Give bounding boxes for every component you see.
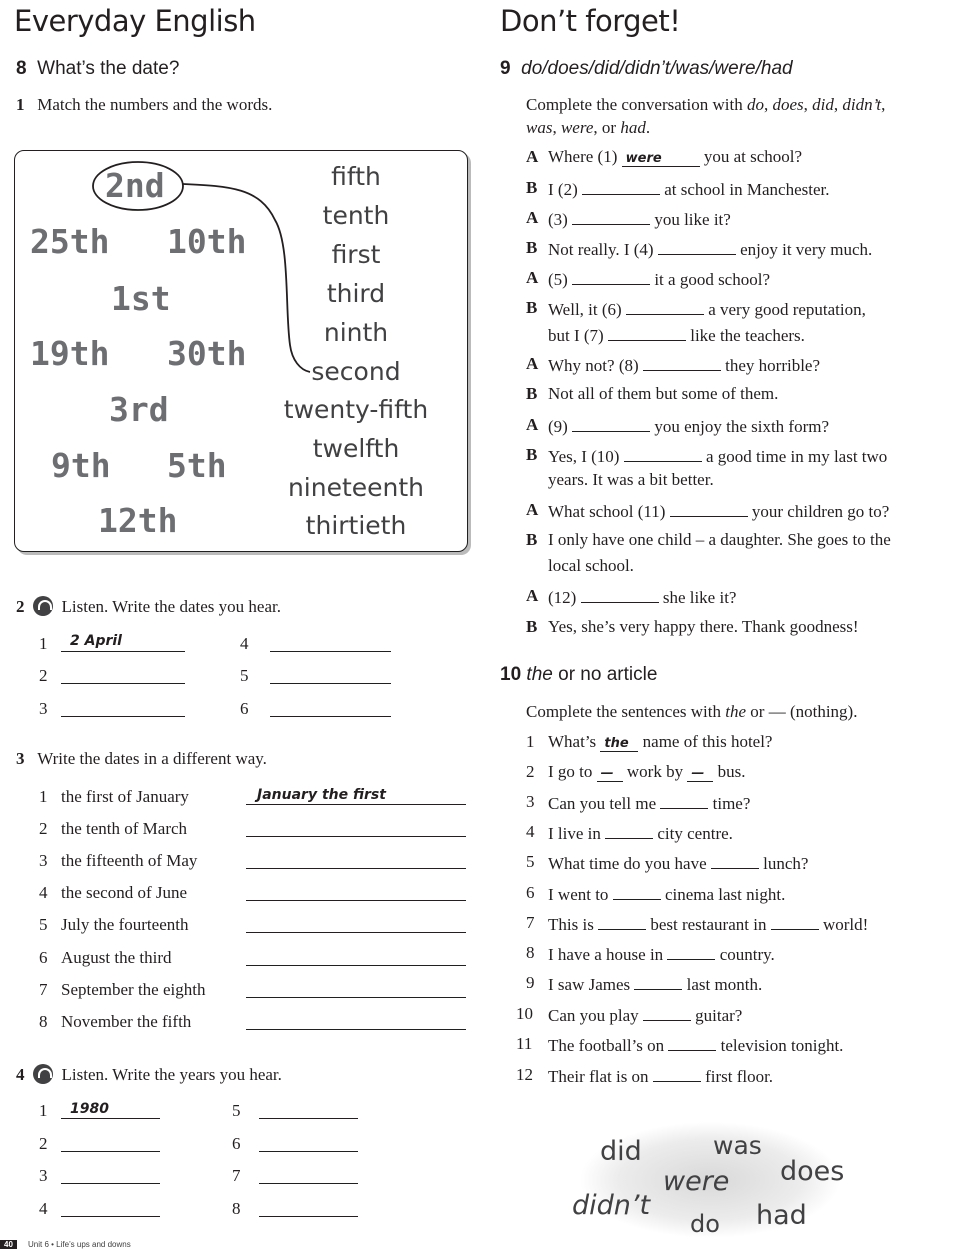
conversation-text: What school (11) bbox=[548, 502, 670, 521]
word-third[interactable]: third bbox=[326, 279, 386, 308]
ex3-answer-line[interactable] bbox=[246, 965, 466, 966]
number-25th[interactable]: 25th bbox=[30, 222, 110, 261]
ex2-item-6-number: 6 bbox=[240, 699, 249, 718]
number-1st[interactable]: 1st bbox=[111, 279, 171, 318]
article-item-number: 2 bbox=[526, 762, 535, 781]
article-sentence bbox=[548, 732, 772, 752]
conversation-line bbox=[548, 586, 736, 608]
article-sentence bbox=[548, 1004, 742, 1026]
ex4-answer-line[interactable] bbox=[259, 1216, 358, 1217]
ex3-item-text: the tenth of March bbox=[61, 819, 188, 838]
conversation-text: Yes, I (10) bbox=[548, 447, 624, 466]
ex3-item-text: November the fifth bbox=[61, 1012, 192, 1031]
conversation-blank[interactable] bbox=[572, 415, 650, 432]
ex3-item-number: 2 bbox=[39, 819, 48, 838]
ex2-item-2-number: 2 bbox=[39, 666, 48, 685]
ex2-item-3-line[interactable] bbox=[61, 716, 185, 717]
ex4-answer-line[interactable] bbox=[259, 1151, 358, 1152]
conversation-text: a very good reputation, bbox=[703, 300, 866, 319]
ex3-answer-line[interactable] bbox=[246, 868, 466, 869]
conversation-line bbox=[548, 178, 829, 200]
article-blank[interactable] bbox=[711, 852, 759, 869]
conversation-text: Where (1) bbox=[548, 147, 622, 166]
ex4-answer-line[interactable] bbox=[259, 1183, 358, 1184]
article-sentence bbox=[548, 973, 762, 995]
ex3-item-number: 5 bbox=[39, 915, 48, 934]
conversation-text: like the teachers. bbox=[685, 326, 805, 345]
article-text: I go to bbox=[548, 762, 597, 781]
article-blank[interactable] bbox=[771, 913, 819, 930]
conversation-blank[interactable] bbox=[572, 268, 650, 285]
article-item-number: 8 bbox=[526, 943, 535, 962]
article-item-number: 12 bbox=[516, 1065, 533, 1084]
speaker-label: A bbox=[526, 415, 539, 434]
ex2-item-3-number: 3 bbox=[39, 699, 48, 718]
conversation-line bbox=[548, 147, 802, 167]
conversation-blank[interactable] bbox=[572, 208, 650, 225]
headphones-icon[interactable] bbox=[33, 1064, 53, 1084]
ex3-item-number: 7 bbox=[39, 980, 48, 999]
speaker-label: B bbox=[526, 238, 538, 257]
article-sentence bbox=[548, 943, 775, 965]
number-5th[interactable]: 5th bbox=[167, 446, 227, 485]
ex4-item-answer: 1980 bbox=[70, 1101, 109, 1117]
section-9-instruction-cont: was, were, or had. bbox=[526, 118, 651, 137]
article-item-number: 4 bbox=[526, 822, 535, 841]
conversation-text: they horrible? bbox=[720, 356, 821, 375]
article-blank[interactable] bbox=[667, 943, 715, 960]
ex4-answer-line[interactable] bbox=[61, 1183, 160, 1184]
conversation-text: Not really. I (4) bbox=[548, 240, 658, 259]
article-sentence bbox=[548, 852, 808, 874]
exercise-2-instruction: 2 Listen. Write the dates you hear. bbox=[16, 597, 281, 616]
conversation-text: it a good school? bbox=[650, 270, 770, 289]
conversation-text: Why not? (8) bbox=[548, 356, 643, 375]
cloud-word-were: were bbox=[663, 1166, 730, 1197]
conversation-text: your children go to? bbox=[747, 502, 890, 521]
speaker-label: B bbox=[526, 298, 538, 317]
ex3-item-text: the first of January bbox=[61, 787, 189, 806]
cloud-word-had: had bbox=[756, 1200, 807, 1231]
conversation-blank[interactable] bbox=[582, 178, 660, 195]
ex4-item-number: 8 bbox=[232, 1199, 241, 1218]
ex4-item-number: 1 bbox=[39, 1101, 48, 1120]
ex3-item-number: 6 bbox=[39, 948, 48, 967]
conversation-blank[interactable] bbox=[658, 238, 736, 255]
conversation-text: a good time in my last two bbox=[701, 447, 888, 466]
conversation-line-cont: years. It was a bit better. bbox=[548, 470, 714, 489]
article-blank[interactable] bbox=[653, 1065, 701, 1082]
word-fifth[interactable]: fifth bbox=[331, 162, 381, 191]
conversation-text: enjoy it very much. bbox=[735, 240, 873, 259]
article-blank[interactable]: — bbox=[687, 765, 713, 782]
article-sentence bbox=[548, 913, 868, 935]
article-sentence bbox=[548, 762, 745, 782]
number-2nd[interactable]: 2nd bbox=[105, 166, 165, 205]
article-text: last month. bbox=[682, 975, 763, 994]
speaker-label: B bbox=[526, 530, 538, 549]
speaker-label: B bbox=[526, 384, 538, 403]
conversation-text: (12) bbox=[548, 588, 581, 607]
section-9-title: 9 do/does/did/didn’t/was/were/had bbox=[500, 58, 793, 79]
ex2-item-4-line[interactable] bbox=[270, 651, 391, 652]
article-item-number: 1 bbox=[526, 732, 535, 751]
ex3-answer-line[interactable] bbox=[246, 932, 466, 933]
ex3-answer-line[interactable] bbox=[246, 997, 466, 998]
word-tenth[interactable]: tenth bbox=[322, 201, 390, 230]
speaker-label: A bbox=[526, 354, 539, 373]
article-blank[interactable]: the bbox=[600, 735, 638, 752]
ex3-item-text: September the eighth bbox=[61, 980, 206, 999]
article-text: I saw James bbox=[548, 975, 635, 994]
conversation-text: you like it? bbox=[650, 210, 731, 229]
ex3-item-text: August the third bbox=[61, 948, 172, 967]
ex3-item-number: 1 bbox=[39, 787, 48, 806]
article-blank[interactable] bbox=[660, 792, 708, 809]
article-item-number: 10 bbox=[516, 1004, 533, 1023]
ex4-item-number: 7 bbox=[232, 1166, 241, 1185]
conversation-text: she like it? bbox=[658, 588, 737, 607]
cloud-word-does: does bbox=[780, 1156, 845, 1187]
speaker-label: A bbox=[526, 147, 539, 166]
article-text: The football’s on bbox=[548, 1036, 669, 1055]
article-text: Their flat is on bbox=[548, 1067, 653, 1086]
conversation-line bbox=[548, 415, 829, 437]
article-item-number: 6 bbox=[526, 883, 535, 902]
article-sentence bbox=[548, 792, 750, 814]
ex4-answer-line[interactable] bbox=[61, 1151, 160, 1152]
ex2-item-1-number: 1 bbox=[39, 634, 48, 653]
ex2-item-4-number: 4 bbox=[240, 634, 249, 653]
ex3-item-text: the second of June bbox=[61, 883, 188, 902]
ex3-answer-line[interactable] bbox=[246, 900, 466, 901]
article-blank[interactable]: — bbox=[597, 765, 623, 782]
article-item-number: 5 bbox=[526, 852, 535, 871]
word-twenty-fifth[interactable]: twenty-fifth bbox=[283, 395, 429, 424]
conversation-line bbox=[548, 530, 891, 550]
heading-everyday-english: Everyday English bbox=[14, 4, 256, 38]
speaker-label: B bbox=[526, 617, 538, 636]
conversation-text: (5) bbox=[548, 270, 573, 289]
word-first[interactable]: first bbox=[331, 240, 381, 269]
conversation-blank[interactable] bbox=[626, 298, 704, 315]
article-blank[interactable] bbox=[598, 913, 646, 930]
article-text: I went to bbox=[548, 885, 613, 904]
article-text: Can you play bbox=[548, 1006, 643, 1025]
conversation-line bbox=[548, 298, 866, 320]
ex4-item-number: 2 bbox=[39, 1134, 48, 1153]
ex3-answer-line[interactable] bbox=[246, 1029, 466, 1030]
section-10-instruction: Complete the sentences with the or — (nothing). bbox=[526, 702, 858, 721]
conversation-text: you at school? bbox=[699, 147, 803, 166]
conversation-text: at school in Manchester. bbox=[659, 180, 830, 199]
ex3-item-number: 8 bbox=[39, 1012, 48, 1031]
page-number: 40 bbox=[0, 1240, 17, 1249]
conversation-blank[interactable] bbox=[643, 354, 721, 371]
article-text: guitar? bbox=[690, 1006, 743, 1025]
article-sentence bbox=[548, 822, 733, 844]
cloud-word-do: do bbox=[690, 1210, 720, 1238]
article-text: name of this hotel? bbox=[638, 732, 773, 751]
ex3-item-number: 4 bbox=[39, 883, 48, 902]
article-text: What’s bbox=[548, 732, 601, 751]
conversation-line bbox=[548, 238, 872, 260]
article-text: best restaurant in bbox=[646, 915, 771, 934]
ex3-answer-line[interactable] bbox=[246, 836, 466, 837]
conversation-line-cont: local school. bbox=[548, 556, 634, 575]
conversation-blank[interactable]: were bbox=[622, 150, 700, 167]
article-text: first floor. bbox=[700, 1067, 774, 1086]
ex4-item-number: 4 bbox=[39, 1199, 48, 1218]
speaker-label: B bbox=[526, 178, 538, 197]
ex3-item-text: the fifteenth of May bbox=[61, 851, 198, 870]
article-sentence bbox=[548, 1065, 773, 1087]
exercise-1-instruction: 1 Match the numbers and the words. bbox=[16, 95, 273, 114]
conversation-text: Well, it (6) bbox=[548, 300, 626, 319]
article-text: lunch? bbox=[758, 854, 809, 873]
article-text: cinema last night. bbox=[660, 885, 786, 904]
conversation-line bbox=[548, 354, 820, 376]
article-text: city centre. bbox=[653, 824, 733, 843]
article-text: work by bbox=[622, 762, 688, 781]
cloud-word-was: was bbox=[713, 1131, 762, 1160]
speaker-label: A bbox=[526, 586, 539, 605]
article-text: I live in bbox=[548, 824, 606, 843]
conversation-line bbox=[548, 208, 731, 230]
number-3rd[interactable]: 3rd bbox=[109, 390, 169, 429]
word-twelfth[interactable]: twelfth bbox=[312, 434, 400, 463]
exercise-3-instruction: 3 Write the dates in a different way. bbox=[16, 749, 267, 768]
article-blank[interactable] bbox=[613, 883, 661, 900]
speaker-label: A bbox=[526, 208, 539, 227]
article-sentence bbox=[548, 1034, 843, 1056]
conversation-line bbox=[548, 500, 889, 522]
heading-dont-forget: Don’t forget! bbox=[500, 4, 681, 38]
article-blank[interactable] bbox=[643, 1004, 691, 1021]
ex2-item-1-answer: 2 April bbox=[70, 633, 122, 649]
ex3-item-number: 3 bbox=[39, 851, 48, 870]
word-thirtieth[interactable]: thirtieth bbox=[305, 511, 407, 540]
article-text: country. bbox=[715, 945, 775, 964]
article-sentence bbox=[548, 883, 785, 905]
article-text: This is bbox=[548, 915, 599, 934]
conversation-text: you enjoy the sixth form? bbox=[650, 417, 830, 436]
conversation-text: Yes, she’s very happy there. Thank goodness! bbox=[548, 617, 859, 636]
ex3-item-text: July the fourteenth bbox=[61, 915, 189, 934]
ex3-answer-line[interactable] bbox=[246, 804, 466, 805]
conversation-text: but I (7) bbox=[548, 326, 608, 345]
section-10-title: 10 the or no article bbox=[500, 664, 658, 685]
speaker-label: A bbox=[526, 268, 539, 287]
article-blank[interactable] bbox=[634, 973, 682, 990]
article-blank[interactable] bbox=[668, 1034, 716, 1051]
ex4-answer-line[interactable] bbox=[61, 1118, 160, 1119]
ex2-item-2-line[interactable] bbox=[61, 683, 185, 684]
cloud-word-did: did bbox=[600, 1136, 642, 1167]
ex2-item-5-line[interactable] bbox=[270, 683, 391, 684]
ex2-item-1-line[interactable] bbox=[61, 651, 185, 652]
conversation-blank[interactable] bbox=[670, 500, 748, 517]
conversation-blank[interactable] bbox=[581, 586, 659, 603]
article-text: Can you tell me bbox=[548, 794, 661, 813]
conversation-blank[interactable] bbox=[608, 324, 686, 341]
number-30th[interactable]: 30th bbox=[167, 334, 247, 373]
conversation-line bbox=[548, 445, 887, 467]
ex3-item-answer: January the first bbox=[257, 787, 386, 803]
ex4-item-number: 6 bbox=[232, 1134, 241, 1153]
article-item-number: 3 bbox=[526, 792, 535, 811]
article-blank[interactable] bbox=[605, 822, 653, 839]
article-text: What time do you have bbox=[548, 854, 711, 873]
number-19th[interactable]: 19th bbox=[30, 334, 110, 373]
article-item-number: 11 bbox=[516, 1034, 533, 1053]
word-second[interactable]: second bbox=[311, 357, 401, 386]
word-nineteenth[interactable]: nineteenth bbox=[287, 473, 425, 502]
word-ninth[interactable]: ninth bbox=[323, 318, 389, 347]
article-text: I have a house in bbox=[548, 945, 668, 964]
conversation-blank[interactable] bbox=[624, 445, 702, 462]
headphones-icon[interactable] bbox=[33, 596, 53, 616]
number-12th[interactable]: 12th bbox=[98, 501, 178, 540]
number-10th[interactable]: 10th bbox=[167, 222, 247, 261]
conversation-line bbox=[548, 617, 859, 637]
ex2-item-5-number: 5 bbox=[240, 666, 249, 685]
page-footer bbox=[0, 1240, 972, 1249]
conversation-text: Not all of them but some of them. bbox=[548, 384, 779, 403]
conversation-text: (3) bbox=[548, 210, 573, 229]
conversation-line-cont bbox=[548, 324, 805, 346]
ex4-answer-line[interactable] bbox=[61, 1216, 160, 1217]
conversation-text: I (2) bbox=[548, 180, 582, 199]
article-text: bus. bbox=[713, 762, 746, 781]
conversation-line bbox=[548, 268, 770, 290]
unit-title: Unit 6 • Life’s ups and downs bbox=[28, 1240, 131, 1249]
ex4-item-number: 3 bbox=[39, 1166, 48, 1185]
section-9-instruction: Complete the conversation with do, does, did, didn’t, bbox=[526, 95, 886, 114]
number-9th[interactable]: 9th bbox=[51, 446, 111, 485]
article-item-number: 9 bbox=[526, 973, 535, 992]
ex4-answer-line[interactable] bbox=[259, 1118, 358, 1119]
article-text: television tonight. bbox=[716, 1036, 844, 1055]
ex4-item-number: 5 bbox=[232, 1101, 241, 1120]
exercise-4-instruction: 4 Listen. Write the years you hear. bbox=[16, 1065, 282, 1084]
conversation-line bbox=[548, 384, 778, 404]
cloud-word-didnt: didn’t bbox=[572, 1190, 651, 1221]
article-text: world! bbox=[818, 915, 869, 934]
section-8-title: 8 What’s the date? bbox=[16, 58, 180, 79]
speaker-label: A bbox=[526, 500, 539, 519]
speaker-label: B bbox=[526, 445, 538, 464]
article-item-number: 7 bbox=[526, 913, 535, 932]
article-text: time? bbox=[708, 794, 751, 813]
conversation-text: (9) bbox=[548, 417, 573, 436]
conversation-text: I only have one child – a daughter. She goes to the bbox=[548, 530, 891, 549]
ex2-item-6-line[interactable] bbox=[270, 716, 391, 717]
